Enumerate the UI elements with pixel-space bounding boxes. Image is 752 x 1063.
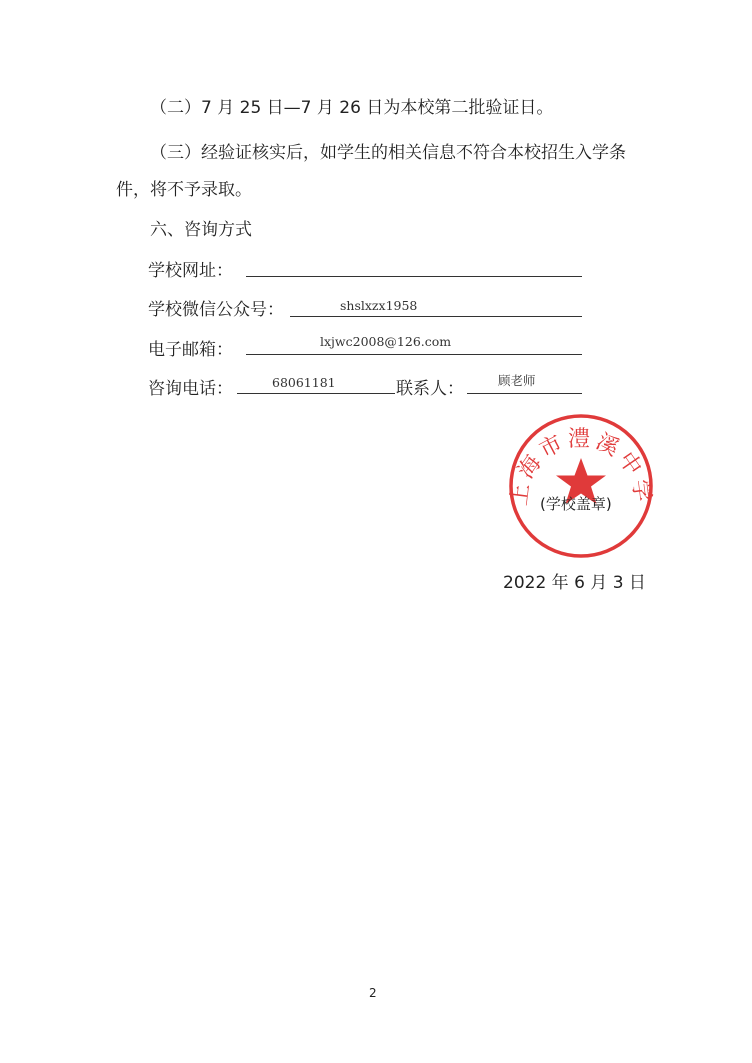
website-label: 学校网址： — [148, 261, 233, 281]
wechat-label: 学校微信公众号： — [148, 300, 284, 320]
contact-person-value: 顾老师 — [498, 373, 536, 388]
school-seal-stamp — [507, 412, 655, 560]
email-value: lxjwc2008@126.com — [320, 334, 452, 349]
email-underline — [246, 354, 582, 355]
page-number: 2 — [369, 986, 377, 1000]
contact-person-underline — [467, 393, 582, 394]
paragraph-verification-rule-line1: （三）经验证核实后，如学生的相关信息不符合本校招生入学条 — [150, 143, 626, 163]
document-date: 2022 年 6 月 3 日 — [503, 573, 646, 593]
paragraph-verification-day-2: （二）7 月 25 日—7 月 26 日为本校第二批验证日。 — [150, 98, 554, 118]
phone-label: 咨询电话： — [148, 379, 233, 399]
seal-text: 上海市澧溪中学 — [507, 427, 655, 508]
website-underline — [246, 276, 582, 277]
paragraph-verification-rule-line2: 件，将不予录取。 — [116, 180, 252, 200]
seal-note: (学校盖章) — [540, 495, 612, 513]
email-label: 电子邮箱： — [148, 340, 233, 360]
phone-value: 68061181 — [272, 375, 336, 390]
section-heading-consultation: 六、咨询方式 — [150, 220, 252, 240]
contact-person-label: 联系人： — [396, 379, 464, 399]
wechat-value: shslxzx1958 — [340, 298, 418, 313]
wechat-underline — [290, 316, 582, 317]
phone-underline — [237, 393, 395, 394]
